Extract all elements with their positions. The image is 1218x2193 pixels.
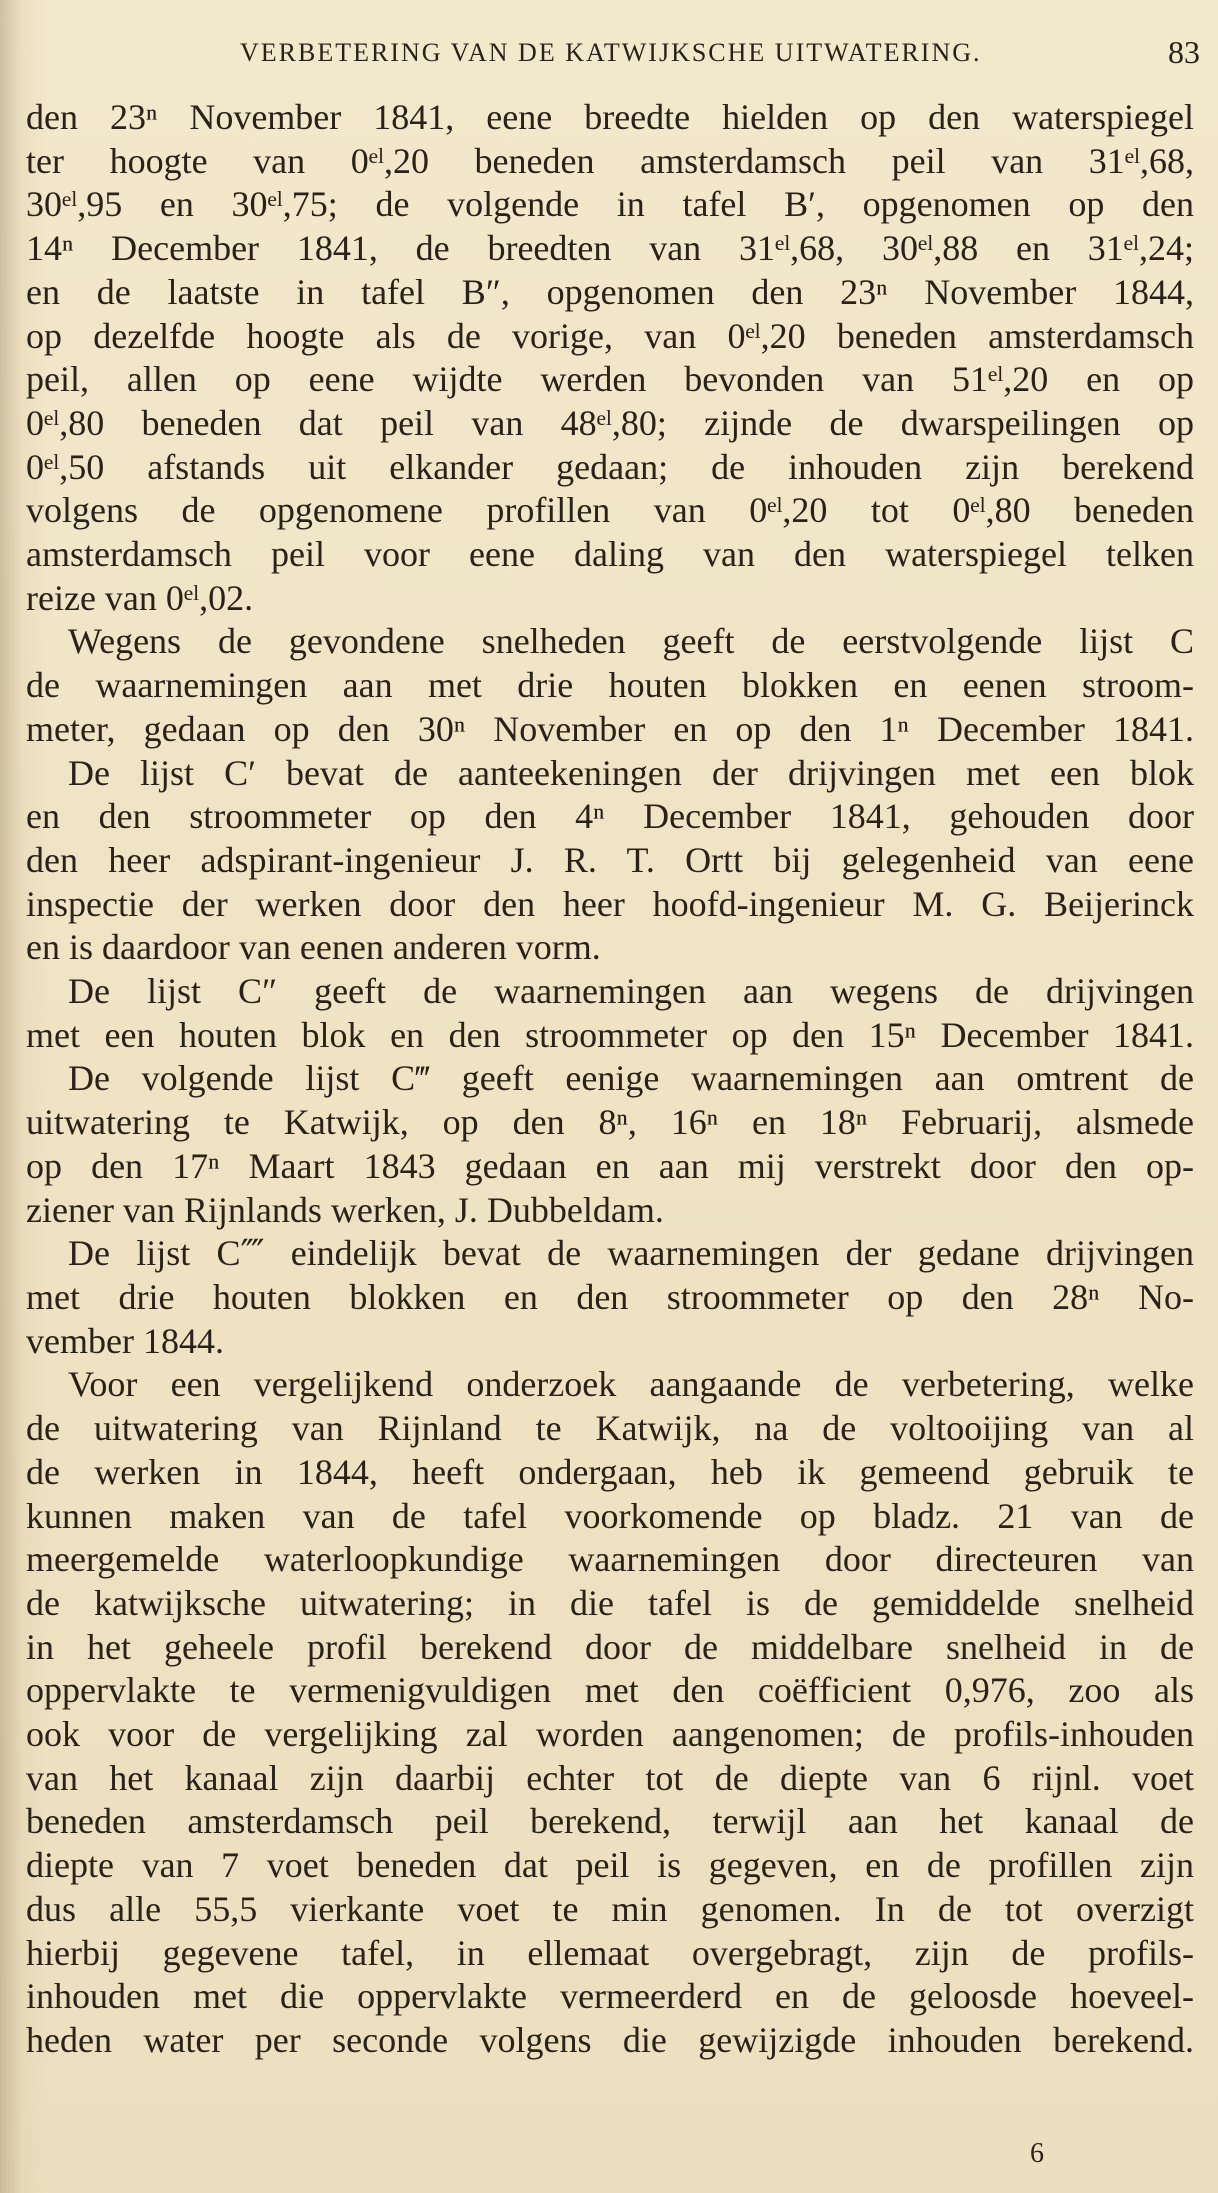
text-line: diepte van 7 voet beneden dat peil is gegeven, en de profillen zijn [26,1845,1194,1886]
text-line: beneden amsterdamsch peil berekend, terwijl aan het kanaal de [26,1801,1194,1842]
body-text [26,96,1194,2063]
text-line: en de laatste in tafel B″, opgenomen den 23ⁿ November 1844, [26,271,1194,312]
text-line: en is daardoor van eenen anderen vorm. [26,927,601,968]
text-line: Wegens de gevondene snelheden geeft de eerstvolgende lijst C [68,621,1194,662]
running-title: VERBETERING VAN DE KATWIJKSCHE UITWATERING. [240,38,982,67]
text-line: De lijst C⁗ eindelijk bevat de waarnemingen der gedane drijvingen [68,1233,1194,1274]
signature-mark: 6 [1030,2138,1044,2169]
text-line: 0ᵉˡ,80 beneden dat peil van 48ᵉˡ,80; zijnde de dwarspeilingen op [26,402,1194,443]
text-line: oppervlakte te vermenigvuldigen met den coëfficient 0,976, zoo als [26,1670,1194,1711]
text-line: de werken in 1844, heeft ondergaan, heb ik gemeend gebruik te [26,1451,1194,1492]
page-header [240,34,1200,78]
text-line: den 23ⁿ November 1841, eene breedte hielden op den waterspiegel [26,97,1194,137]
text-line: 14ⁿ December 1841, de breedten van 31ᵉˡ,68, 30ᵉˡ,88 en 31ᵉˡ,24; [26,228,1194,269]
text-line: ter hoogte van 0ᵉˡ,20 beneden amsterdamsch peil van 31ᵉˡ,68, [26,140,1194,181]
text-line: De lijst C″ geeft de waarnemingen aan wegens de drijvingen [68,971,1194,1012]
text-line: De lijst C′ bevat de aanteekeningen der drijvingen met een blok [68,752,1194,793]
text-line: ziener van Rijnlands werken, J. Dubbeldam. [26,1189,664,1230]
text-line: in het geheele profil berekend door de middelbare snelheid in de [26,1626,1194,1667]
text-line: 30ᵉˡ,95 en 30ᵉˡ,75; de volgende in tafel B′, opgenomen op den [26,184,1194,225]
text-line: met drie houten blokken en den stroommeter op den 28ⁿ No- [26,1276,1194,1317]
text-line: dus alle 55,5 vierkante voet te min genomen. In de tot overzigt [26,1888,1194,1929]
text-line: van het kanaal zijn daarbij echter tot de diepte van 6 rijnl. voet [26,1757,1194,1798]
text-line: den heer adspirant-ingenieur J. R. T. Ortt bij gelegenheid van eene [26,839,1194,880]
text-line: volgens de opgenomene profillen van 0ᵉˡ,20 tot 0ᵉˡ,80 beneden [26,490,1194,531]
text-line: en den stroommeter op den 4ⁿ December 1841, gehouden door [26,796,1194,837]
text-line: de waarnemingen aan met drie houten blokken en eenen stroom- [26,665,1194,706]
text-line: kunnen maken van de tafel voorkomende op bladz. 21 van de [26,1495,1194,1536]
text-line: heden water per seconde volgens die gewijzigde inhouden berekend. [26,2019,1194,2060]
text-line: peil, allen op eene wijdte werden bevonden van 51ᵉˡ,20 en op [26,359,1194,400]
text-line: Voor een vergelijkend onderzoek aangaande de verbetering, welke [68,1364,1194,1405]
text-line: vember 1844. [26,1320,224,1361]
text-line: op dezelfde hoogte als de vorige, van 0ᵉˡ,20 beneden amsterdamsch [26,315,1194,356]
text-line: meter, gedaan op den 30ⁿ November en op den 1ⁿ December 1841. [26,708,1194,749]
text-line: reize van 0ᵉˡ,02. [26,577,254,618]
text-line: hierbij gegevene tafel, in ellemaat overgebragt, zijn de profils- [26,1932,1194,1973]
text-line: De volgende lijst C‴ geeft eenige waarnemingen aan omtrent de [68,1058,1194,1099]
text-line: op den 17ⁿ Maart 1843 gedaan en aan mij verstrekt door den op- [26,1145,1194,1186]
text-line: met een houten blok en den stroommeter op den 15ⁿ December 1841. [26,1014,1194,1055]
text-line: amsterdamsch peil voor eene daling van den waterspiegel telken [26,534,1194,575]
text-line: ook voor de vergelijking zal worden aangenomen; de profils-inhouden [26,1714,1194,1755]
text-line: de katwijksche uitwatering; in die tafel is de gemiddelde snelheid [26,1582,1194,1623]
text-line: inhouden met die oppervlakte vermeerderd en de geloosde hoeveel- [26,1976,1194,2017]
text-line: uitwatering te Katwijk, op den 8ⁿ, 16ⁿ en 18ⁿ Februarij, alsmede [26,1102,1194,1143]
text-line: 0ᵉˡ,50 afstands uit elkander gedaan; de inhouden zijn berekend [26,446,1194,487]
text-line: meergemelde waterloopkundige waarnemingen door directeuren van [26,1539,1194,1580]
page-number: 83 [1168,34,1200,70]
text-line: inspectie der werken door den heer hoofd-ingenieur M. G. Beijerinck [26,883,1194,924]
text-line: de uitwatering van Rijnland te Katwijk, na de voltooijing van al [26,1408,1194,1449]
